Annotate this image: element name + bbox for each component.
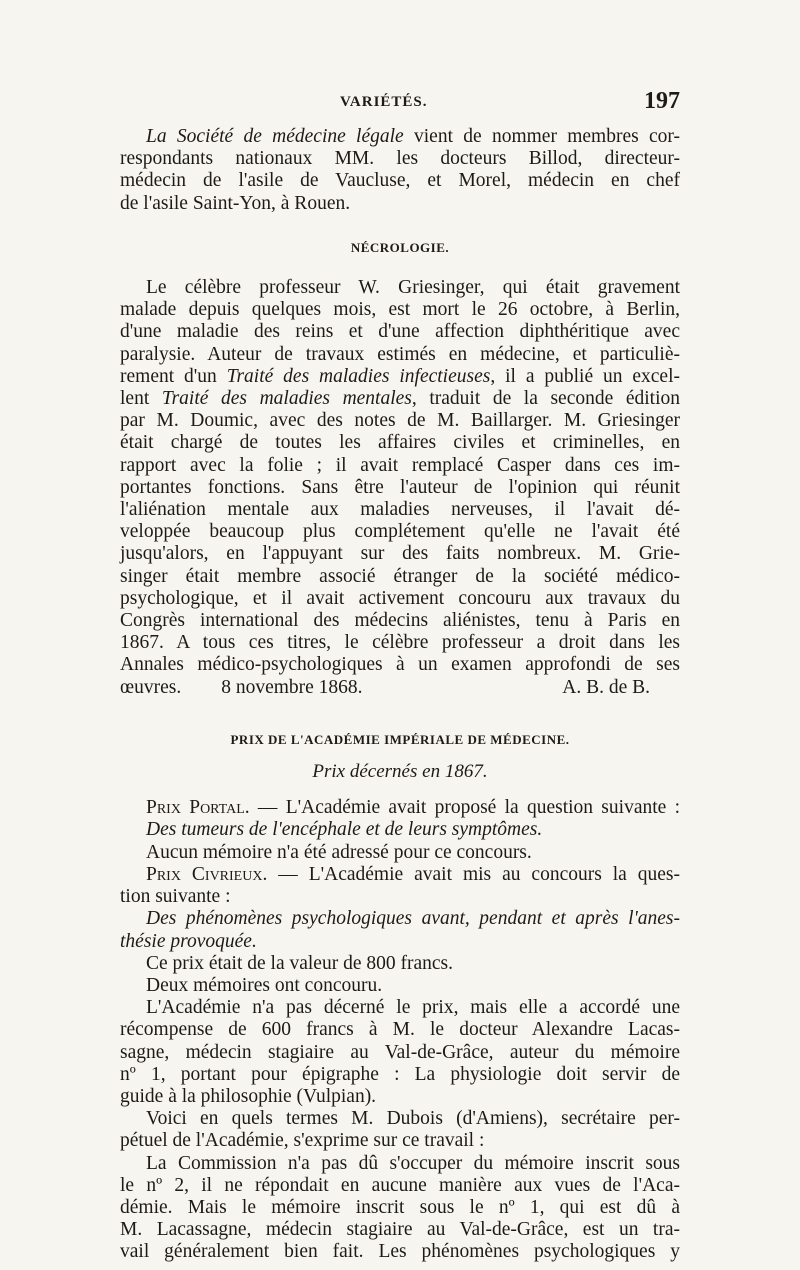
paragraph-necrologie: Le célèbre professeur W. Griesinger, qui était gravement malade depuis quelques mois, est mort le 26 octobre, à Berlin, d'une maladie des reins et d'une affection diphthéritique avec paralysie. Auteur de travaux estimés en médecine, et particuliè- rement d'un Traité des maladies infectieuses, il a publié un excel- lent Traité des maladies mentales, traduit de la seconde édition par M. Doumic, avec des notes de M. Baillarger. M. Griesinger était chargé de toutes les affaires civiles et criminelles, en rapport avec la folie ; il avait remplacé Casper dans ces im- portantes fonctions. Sans être l'auteur de l'opinion qui réunit l'aliénation mentale aux maladies nerveuses, il l'avait dé- veloppée beaucoup plus complétement qu'elle ne l'avait été jusqu'alors, en l'appuyant sur des faits nombreux. M. Grie- singer était membre associé étranger de la société médico- psychologique, et il avait activement concouru aux travaux du Congrès international des médecins aliénistes, tenu à Paris en 1867. A tous ces titres, le célèbre professeur a droit dans les Annales médico-psychologiques à un examen approfondi de ses œuvres. 8 novembre 1868. A. B. de B. [120, 277, 680, 698]
book-title-infectieuses: Traité des maladies infectieuses [226, 365, 491, 387]
signature-line: œuvres. 8 novembre 1868. A. B. de B. [120, 676, 650, 698]
section-title-necrologie: NÉCROLOGIE. [350, 239, 450, 255]
section-title-prix: PRIX DE L'ACADÉMIE IMPÉRIALE DE MÉDECINE. [230, 731, 570, 747]
page-header [120, 88, 680, 122]
paragraph-prix: Prix Portal. — L'Académie avait proposé la question suivante : Des tumeurs de l'encéphale et de leurs symptômes. Aucun mémoire n'a été adressé pour ce concours. Prix Civrieux. — L'Académie avait mis au concours la ques- tion suivante : Des phénomènes psychologiques avant, pendant et après l'anes- thésie provoquée. Ce prix était de la valeur de 800 francs. Deux mémoires ont concouru. L'Académie n'a pas décerné le prix, mais elle a accordé une récompense de 600 francs à M. le docteur Alexandre Lacas- sagne, médecin stagiaire au Val-de-Grâce, auteur du mémoire nº 1, portant pour épigraphe : La physiologie doit servir de guide à la philosophie (Vulpian). Voici en quels termes M. Dubois (d'Amiens), secrétaire per- pétuel de l'Académie, s'exprime sur ce travail : La Commission n'a pas dû s'occuper du mémoire inscrit sous le nº 2, il ne répondait en aucune manière aux vues de l'Aca- démie. Mais le mémoire inscrit sous le nº 1, qui est dû à M. Lacassagne, médecin stagiaire au Val-de-Grâce, est un tra- vail généralement bien fait. Les phénomènes psychologiques y [120, 797, 680, 1263]
date: 8 novembre 1868. [221, 676, 363, 698]
book-title-mentales: Traité des maladies mentales [161, 388, 412, 410]
portal-question: Des tumeurs de l'encéphale et de leurs symptômes. [146, 819, 543, 841]
prix-civrieux-label: Prix Civrieux. [146, 863, 268, 885]
societe-name: La Société de médecine légale [146, 126, 404, 147]
civrieux-question: Des phénomènes psychologiques avant, pendant et après l'anes- [146, 908, 680, 930]
running-title: VARIÉTÉS. [340, 94, 428, 110]
paragraph-societe: La Société de médecine légale vient de nommer membres cor- respondants nationaux MM. les docteurs Billod, directeur- médecin de l'asile de Vaucluse, et Morel, médecin en chef de l'asile Saint-Yon, à Rouen. [120, 126, 681, 214]
body-text [120, 126, 680, 1264]
signature: A. B. de B. [562, 676, 650, 698]
section-subtitle: Prix décernés en 1867. [312, 761, 488, 783]
prix-portal-label: Prix Portal. [146, 797, 250, 819]
page-number: 197 [644, 88, 680, 114]
